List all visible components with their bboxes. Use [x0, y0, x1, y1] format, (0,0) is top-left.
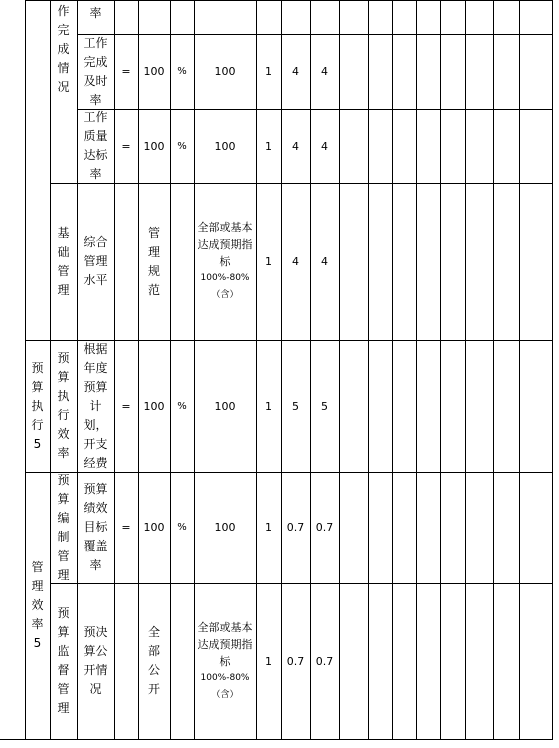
operator: =: [121, 139, 131, 153]
secondary-indicator-budget-efficiency: 预算执行效率: [57, 351, 70, 460]
tertiary-indicator-rate: 率: [89, 6, 102, 20]
standard-value: 100: [214, 65, 236, 78]
weight: 1: [265, 255, 272, 268]
tertiary-indicator-timeliness: 工作完成及时率: [83, 35, 108, 107]
unit: %: [177, 66, 187, 77]
target-value: 全部公开: [147, 625, 160, 696]
score-b: 4: [321, 65, 328, 78]
weight: 1: [265, 65, 272, 78]
score-a: 5: [292, 399, 299, 413]
unit: %: [177, 140, 187, 152]
unit: %: [177, 522, 187, 533]
tertiary-indicator-management-level: 综合管理水平: [83, 235, 108, 287]
tertiary-indicator-budget-plan: 根据年度预算计划，开支经费: [83, 341, 108, 470]
tertiary-indicator-disclosure: 预决算公开情况: [83, 625, 108, 696]
operator: =: [121, 65, 131, 78]
target-value: 100: [143, 521, 165, 534]
score-b: 0.7: [315, 521, 334, 534]
score-a: 0.7: [286, 654, 305, 668]
primary-indicator-budget-execution: 预算执行5: [31, 360, 44, 451]
unit: %: [177, 400, 187, 412]
operator: =: [121, 399, 131, 413]
standard-value: 100: [214, 521, 236, 534]
standard-range: 100%-80%（含）: [200, 672, 250, 700]
target-value: 100: [143, 65, 165, 78]
target-value: 100: [143, 399, 165, 413]
standard-value: 100: [214, 399, 236, 413]
score-a: 4: [292, 139, 299, 153]
secondary-indicator-work-completion: 作完成情况: [57, 4, 70, 94]
standard-range: 100%-80%（含）: [200, 273, 250, 300]
score-b: 5: [321, 399, 328, 413]
tertiary-indicator-goal-coverage: 预算绩效目标覆盖率: [83, 482, 108, 572]
primary-indicator-management-efficiency: 管理效率5: [31, 560, 44, 650]
score-b: 0.7: [315, 654, 334, 668]
standard-value: 100: [214, 139, 236, 153]
target-value: 100: [143, 139, 165, 153]
secondary-indicator-budget-preparation: 预算编制管理: [57, 472, 70, 582]
weight: 1: [265, 399, 272, 413]
tertiary-indicator-quality: 工作质量达标率: [83, 110, 108, 181]
score-b: 4: [321, 255, 328, 268]
secondary-indicator-budget-supervision: 预算监督管理: [57, 606, 70, 715]
score-a: 0.7: [286, 521, 305, 534]
weight: 1: [265, 139, 272, 153]
target-value: 管理规范: [147, 225, 160, 297]
secondary-indicator-basic-management: 基础管理: [57, 225, 70, 297]
weight: 1: [265, 654, 272, 668]
standard-text: 全部或基本达成预期指标: [197, 221, 253, 268]
weight: 1: [265, 521, 272, 534]
score-b: 4: [321, 139, 328, 153]
standard-text: 全部或基本达成预期指标: [197, 620, 253, 668]
score-a: 4: [292, 65, 299, 78]
score-a: 4: [292, 255, 299, 268]
operator: =: [121, 521, 131, 534]
